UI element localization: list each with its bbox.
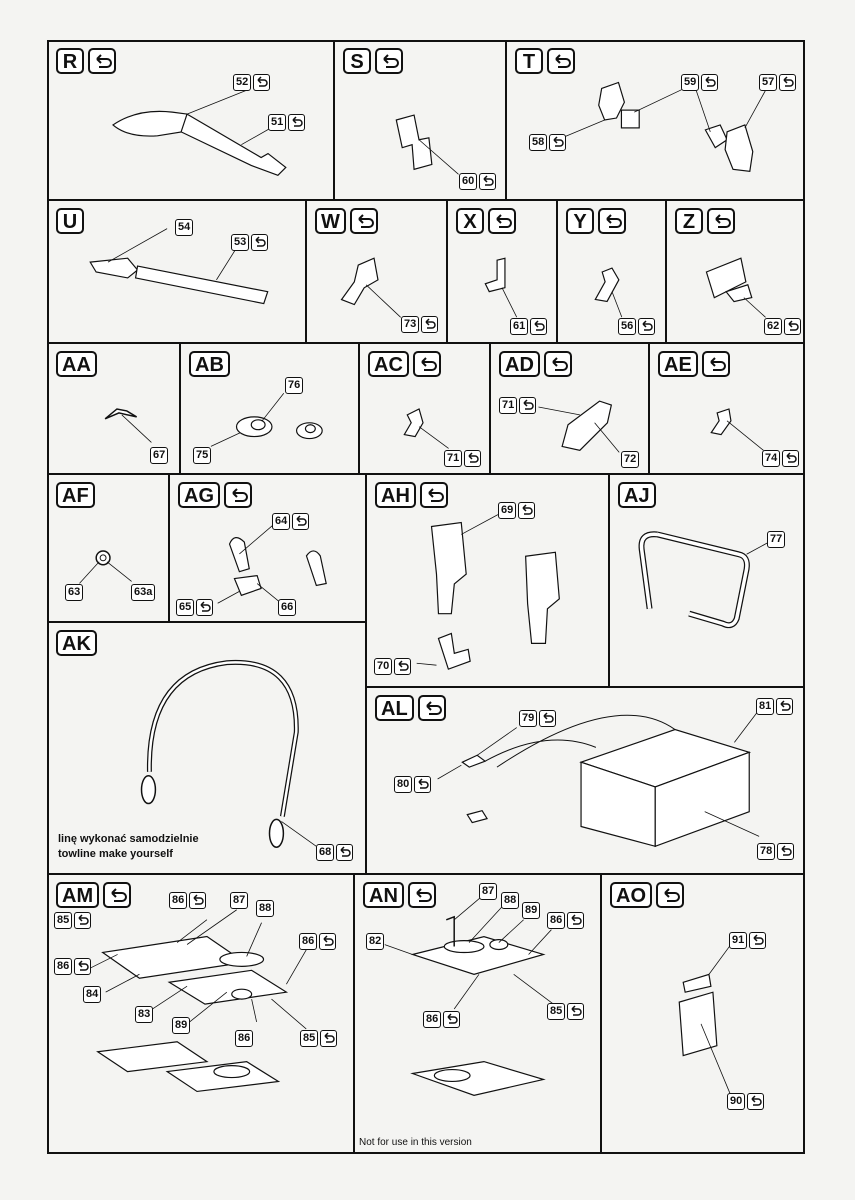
step-label: AE xyxy=(658,351,698,377)
step-label: AD xyxy=(499,351,540,377)
step-label: Z xyxy=(675,208,703,234)
part-number: 65 xyxy=(176,599,213,616)
panel-u xyxy=(47,200,306,343)
not-for-use-note: Not for use in this version xyxy=(359,1137,472,1148)
part-number: 58 xyxy=(529,134,566,151)
panel-al xyxy=(366,687,805,874)
step-label: X xyxy=(456,208,484,234)
part-drawing xyxy=(367,475,608,686)
part-number: 85 xyxy=(547,1003,584,1020)
part-number: 87 xyxy=(479,883,497,900)
step-label: R xyxy=(56,48,84,74)
part-number: 75 xyxy=(193,447,211,464)
part-number: 68 xyxy=(316,844,353,861)
arrow-icon xyxy=(319,933,336,950)
part-number: 60 xyxy=(459,173,496,190)
panel-am xyxy=(47,874,354,1154)
part-number: 84 xyxy=(83,986,101,1003)
part-number: 62 xyxy=(764,318,801,335)
part-number: 72 xyxy=(621,451,639,468)
panel-ak xyxy=(47,622,366,874)
arrow-icon xyxy=(479,173,496,190)
arrow-icon xyxy=(288,114,305,131)
arrow-icon xyxy=(701,74,718,91)
part-number: 64 xyxy=(272,513,309,530)
part-number: 63a xyxy=(131,584,155,601)
arrow-icon xyxy=(421,316,438,333)
arrow-icon xyxy=(782,450,799,467)
part-number: 76 xyxy=(285,377,303,394)
part-number: 77 xyxy=(767,531,785,548)
arrow-icon xyxy=(749,932,766,949)
part-drawing xyxy=(48,875,353,1153)
panel-aa xyxy=(47,343,180,474)
arrow-icon xyxy=(518,502,535,519)
part-number: 74 xyxy=(762,450,799,467)
arrow-icon xyxy=(777,843,794,860)
towline-note-en: towline make yourself xyxy=(58,848,173,860)
arrow-icon xyxy=(320,1030,337,1047)
arrow-icon xyxy=(251,234,268,251)
arrow-icon xyxy=(549,134,566,151)
panel-y xyxy=(557,200,666,343)
arrow-icon xyxy=(74,958,91,975)
part-number: 61 xyxy=(510,318,547,335)
arrow-icon xyxy=(394,658,411,675)
part-number: 63 xyxy=(65,584,83,601)
part-number: 89 xyxy=(522,902,540,919)
part-number: 83 xyxy=(135,1006,153,1023)
arrow-icon xyxy=(539,710,556,727)
part-number: 71 xyxy=(444,450,481,467)
part-number: 66 xyxy=(278,599,296,616)
part-number: 88 xyxy=(256,900,274,917)
panel-x xyxy=(447,200,557,343)
part-number: 86 xyxy=(423,1011,460,1028)
part-drawing xyxy=(507,41,804,199)
part-number: 85 xyxy=(54,912,91,929)
panel-ag xyxy=(169,474,366,622)
part-number: 91 xyxy=(729,932,766,949)
step-label: AO xyxy=(610,882,652,908)
part-number: 87 xyxy=(230,892,248,909)
part-number: 80 xyxy=(394,776,431,793)
part-number: 85 xyxy=(300,1030,337,1047)
part-number: 67 xyxy=(150,447,168,464)
step-label: AG xyxy=(178,482,220,508)
arrow-icon xyxy=(196,599,213,616)
arrow-icon xyxy=(776,698,793,715)
step-label: U xyxy=(56,208,84,234)
part-number: 70 xyxy=(374,658,411,675)
part-number: 71 xyxy=(499,397,536,414)
arrow-icon xyxy=(638,318,655,335)
panel-an xyxy=(354,874,601,1154)
part-number: 56 xyxy=(618,318,655,335)
arrow-icon xyxy=(779,74,796,91)
arrow-icon xyxy=(336,844,353,861)
panel-t xyxy=(506,40,805,200)
panel-ah xyxy=(366,474,609,687)
step-label: AA xyxy=(56,351,97,377)
arrow-icon xyxy=(747,1093,764,1110)
part-number: 57 xyxy=(759,74,796,91)
arrow-icon xyxy=(567,1003,584,1020)
part-number: 86 xyxy=(235,1030,253,1047)
part-number: 86 xyxy=(547,912,584,929)
part-number: 79 xyxy=(519,710,556,727)
arrow-icon xyxy=(530,318,547,335)
step-label: T xyxy=(515,48,543,74)
part-drawing xyxy=(610,475,804,686)
part-drawing xyxy=(367,688,804,873)
step-label: S xyxy=(343,48,371,74)
step-label: AN xyxy=(363,882,404,908)
step-label: AL xyxy=(375,695,414,721)
panel-aj xyxy=(609,474,805,687)
arrow-icon xyxy=(519,397,536,414)
part-number: 59 xyxy=(681,74,718,91)
arrow-icon xyxy=(784,318,801,335)
arrow-icon xyxy=(292,513,309,530)
step-label: AH xyxy=(375,482,416,508)
part-number: 86 xyxy=(169,892,206,909)
panel-r xyxy=(47,40,334,200)
panel-af xyxy=(47,474,169,622)
panel-ab xyxy=(180,343,359,474)
part-number: 86 xyxy=(54,958,91,975)
part-number: 90 xyxy=(727,1093,764,1110)
arrow-icon xyxy=(414,776,431,793)
panel-z xyxy=(666,200,805,343)
arrow-icon xyxy=(253,74,270,91)
step-label: AF xyxy=(56,482,95,508)
part-number: 53 xyxy=(231,234,268,251)
part-number: 51 xyxy=(268,114,305,131)
towline-note-pl: linę wykonać samodzielnie xyxy=(58,833,199,845)
step-label: AK xyxy=(56,630,97,656)
panel-s xyxy=(334,40,506,200)
part-number: 54 xyxy=(175,219,193,236)
part-drawing xyxy=(602,875,804,1153)
panel-ac xyxy=(359,343,490,474)
step-label: Y xyxy=(566,208,594,234)
arrow-icon xyxy=(74,912,91,929)
step-label: AM xyxy=(56,882,99,908)
part-number: 81 xyxy=(756,698,793,715)
arrow-icon xyxy=(464,450,481,467)
part-number: 52 xyxy=(233,74,270,91)
part-number: 69 xyxy=(498,502,535,519)
part-number: 89 xyxy=(172,1017,190,1034)
panel-ae xyxy=(649,343,805,474)
part-number: 86 xyxy=(299,933,336,950)
arrow-icon xyxy=(443,1011,460,1028)
panel-ad xyxy=(490,343,649,474)
part-number: 88 xyxy=(501,892,519,909)
part-number: 73 xyxy=(401,316,438,333)
part-number: 78 xyxy=(757,843,794,860)
step-label: AB xyxy=(189,351,230,377)
arrow-icon xyxy=(189,892,206,909)
arrow-icon xyxy=(567,912,584,929)
panel-ao xyxy=(601,874,805,1154)
panel-w xyxy=(306,200,447,343)
part-number: 82 xyxy=(366,933,384,950)
step-label: W xyxy=(315,208,346,234)
step-label: AJ xyxy=(618,482,656,508)
step-label: AC xyxy=(368,351,409,377)
